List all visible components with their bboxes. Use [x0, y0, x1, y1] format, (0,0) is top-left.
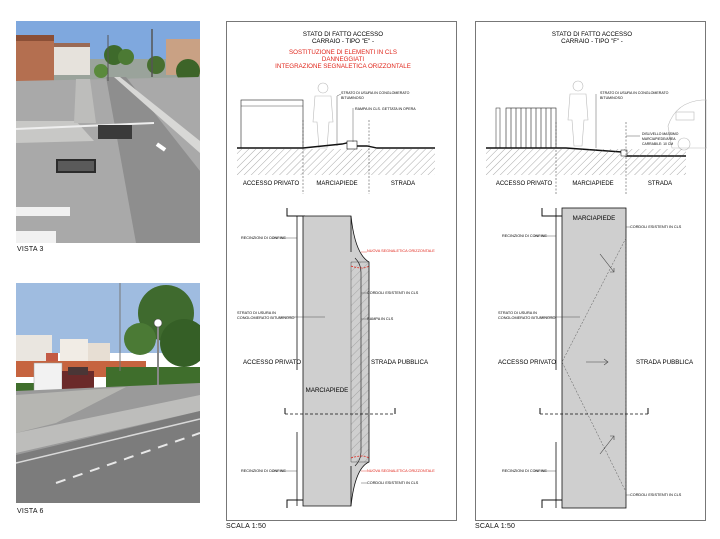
sheet-e-plan-accesso: ACCESSO PRIVATO [243, 359, 302, 366]
sheet-e-plan-rampa: RAMPA IN CLS [367, 317, 394, 321]
sheet-e-plan-recinzioni-top: RECINZIONI DI CONFINE [241, 236, 286, 240]
sheet-e-plan-cordoli-bottom: CORDOLI ESISTENTI IN CLS [367, 481, 419, 485]
sheet-e-zone-marciapiede: MARCIAPIEDE [316, 181, 358, 187]
sheet-f-section-note-2: BITUMINOSO [600, 96, 623, 100]
sheet-f-zone-strada: STRADA [647, 181, 673, 187]
sheet-e-plan-marciapiede: MARCIAPIEDE [305, 387, 349, 394]
sheet-e-plan-strada: STRADA PUBBLICA [371, 359, 429, 366]
sheet-f-plan-recinzioni-bottom: RECINZIONI DI CONFINE [502, 469, 547, 473]
sheet-f-plan-marciapiede: MARCIAPIEDE [572, 215, 616, 222]
sheet-e-red-note-3: INTEGRAZIONE SEGNALETICA ORIZZONTALE [275, 63, 411, 70]
sheet-e-section-note-3: RAMPA IN CLS. GETTATA IN OPERA [355, 107, 416, 111]
gate-icon [506, 108, 556, 148]
sheet-f-title-1: STATO DI FATTO ACCESSO [551, 31, 633, 38]
sheet-e-section-note-2: BITUMINOSO [341, 96, 364, 100]
sheet-e-red-note-1: SOSTITUZIONE DI ELEMENTI IN CLS [289, 49, 397, 56]
car-outline-icon [668, 100, 707, 150]
sheet-e-scale: SCALA 1:50 [226, 523, 267, 530]
sheet-f-zone-accesso: ACCESSO PRIVATO [495, 181, 553, 187]
sheet-e-zone-accesso: ACCESSO PRIVATO [242, 181, 300, 187]
sheet-f-plan-recinzioni-top: RECINZIONI DI CONFINE [502, 234, 547, 238]
sheet-e-plan [237, 208, 435, 508]
sheet-e-plan-strato-2: CONGLOMERATO BITUMINOSO [237, 316, 295, 320]
sheet-f-drawing [476, 22, 707, 522]
caption-vista-6: VISTA 6 [17, 508, 44, 515]
sheet-e-plan-red-top: NUOVA SEGNALETICA ORIZZONTALE [367, 249, 435, 253]
sheet-f-plan-cordoli-top: CORDOLI ESISTENTI IN CLS [630, 225, 682, 229]
sheet-f-dislivello-3: CARRABILE: 10 CM [642, 142, 674, 146]
sheet-e-plan-cordoli-mid: CORDOLI ESISTENTI IN CLS [367, 291, 419, 295]
sheet-f-title-2: CARRAIO - TIPO "F" - [561, 38, 623, 45]
person-silhouette-icon [568, 81, 588, 146]
photo-vista-6 [16, 283, 200, 503]
sheet-f-plan-strato-1: STRATO DI USURA IN [498, 311, 537, 315]
sheet-e-section-note-1: STRATO DI USURA IN CONGLOMERATO [341, 91, 410, 95]
sheet-e-title-1: STATO DI FATTO ACCESSO [302, 31, 384, 38]
sheet-f-dislivello-1: DISLIVELLO MASSIMO [642, 132, 679, 136]
sheet-f-plan-strato-2: CONGLOMERATO BITUMINOSO [498, 316, 556, 320]
sheet-f-plan-accesso: ACCESSO PRIVATO [498, 359, 557, 366]
sheet-f-plan-strada: STRADA PUBBLICA [636, 359, 694, 366]
sheet-f-section [486, 81, 707, 194]
sheet-e-section [237, 83, 435, 194]
drawing-sheet-f [475, 21, 706, 521]
street-photo-3 [16, 21, 200, 243]
sheet-f-section-note-1: STRATO DI USURA IN CONGLOMERATO [600, 91, 669, 95]
sheet-e-zone-strada: STRADA [390, 181, 416, 187]
sheet-f-zone-marciapiede: MARCIAPIEDE [572, 181, 614, 187]
person-silhouette-icon [313, 83, 333, 148]
sheet-e-red-note-2: DANNEGGIATI [321, 56, 365, 63]
sheet-f-plan [498, 208, 694, 508]
sheet-e-plan-red-bottom: NUOVA SEGNALETICA ORIZZONTALE [367, 469, 435, 473]
sheet-e-drawing [227, 22, 458, 522]
street-photo-6 [16, 283, 200, 503]
sheet-e-title-2: CARRAIO - TIPO "E" - [311, 38, 375, 45]
sheet-e-plan-recinzioni-bottom: RECINZIONI DI CONFINE [241, 469, 286, 473]
sheet-f-scale: SCALA 1:50 [475, 523, 516, 530]
photo-vista-3 [16, 21, 200, 243]
sheet-e-plan-strato-1: STRATO DI USURA IN [237, 311, 276, 315]
sheet-f-dislivello-2: MARCIAPIEDE/AREA [642, 137, 676, 141]
drawing-sheet-e [226, 21, 457, 521]
sheet-f-plan-cordoli-bottom: CORDOLI ESISTENTI IN CLS [630, 493, 682, 497]
caption-vista-3: VISTA 3 [17, 246, 44, 253]
